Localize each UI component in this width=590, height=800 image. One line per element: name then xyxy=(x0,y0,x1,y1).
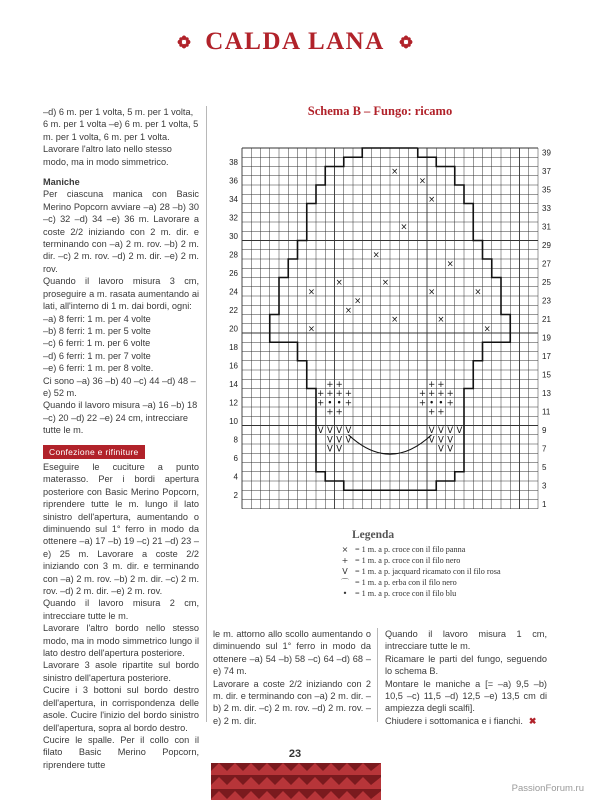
section-heading-confezione: Confezione e rifiniture xyxy=(43,445,145,459)
paragraph: Quando il lavoro misura 2 cm, intrecciare tutte le m. xyxy=(43,598,199,621)
plus-stitch-mark: + xyxy=(446,398,454,409)
plus-stitch-mark: + xyxy=(326,407,334,418)
list-item: –d) 6 ferri: 1 m. per 7 volte xyxy=(43,350,151,361)
paragraph: Quando il lavoro misura –a) 16 –b) 18 –c) 20 –d) 22 –e) 24 cm, intrecciare tutte le m. xyxy=(43,400,198,436)
column-divider xyxy=(206,106,207,722)
paragraph: Lavorare l'altro bordo nello stesso modo, ma in modo simmetrico lungo il lato destro dell'apertura posteriore. xyxy=(43,623,199,659)
row-label: 33 xyxy=(542,204,551,214)
column-left xyxy=(43,106,199,771)
plus-stitch-mark: + xyxy=(335,379,343,390)
row-label: 37 xyxy=(542,167,551,177)
row-label: 31 xyxy=(542,222,551,232)
plus-stitch-mark: + xyxy=(335,407,343,418)
v-stitch-mark: V xyxy=(326,426,333,437)
cross-stitch-mark: × xyxy=(428,194,436,205)
row-label: 22 xyxy=(229,305,238,315)
legend xyxy=(335,544,501,599)
cross-stitch-mark: × xyxy=(391,167,399,178)
paragraph: Cucire i 3 bottoni sul bordo destro dell'apertura, in corrispondenza delle asole. Cucire l'inizio del bordo sinistro dell'apertura, sopra al bordo destro. xyxy=(43,685,199,733)
dot-stitch-mark: • xyxy=(438,398,444,409)
flower-ornament-icon xyxy=(399,35,413,49)
plus-stitch-mark: + xyxy=(437,407,445,418)
plus-stitch-mark: + xyxy=(437,379,445,390)
dot-stitch-mark: • xyxy=(336,398,342,409)
cross-stitch-mark: × xyxy=(335,278,343,289)
row-label: 19 xyxy=(542,333,551,343)
row-label: 1 xyxy=(542,500,547,510)
cross-stitch-endmark-icon: ✖ xyxy=(528,715,537,726)
plus-stitch-mark: + xyxy=(317,389,325,400)
plus-stitch-mark: + xyxy=(326,389,334,400)
row-label: 8 xyxy=(233,435,238,445)
legend-title: Legenda xyxy=(352,529,395,541)
schema-title: Schema B – Fungo: ricamo xyxy=(307,104,453,118)
paragraph: le m. attorno allo scollo aumentando o diminuendo sul 1° ferro in modo da ottenere –a) 54 –b) 58 –c) 64 –d) 68 –e) 74 m. xyxy=(213,629,371,677)
cross-stitch-mark: × xyxy=(381,278,389,289)
v-stitch-mark: V xyxy=(317,426,324,437)
list-item: –b) 8 ferri: 1 m. per 5 volte xyxy=(43,325,151,336)
legend-item: • = 1 m. a p. croce con il filo blu xyxy=(335,588,501,599)
v-stitch-mark: V xyxy=(336,426,343,437)
plus-stitch-mark: + xyxy=(344,389,352,400)
paragraph: Quando il lavoro misura 1 cm, intrecciare tutte le m. xyxy=(385,629,547,652)
paragraph: Cucire le spalle. Per il collo con il filato Basic Merino Popcorn, riprendere tutte xyxy=(43,734,199,770)
v-stitch-mark: V xyxy=(336,444,343,455)
plus-stitch-mark: + xyxy=(428,407,436,418)
plus-stitch-mark: + xyxy=(428,379,436,390)
row-label: 16 xyxy=(229,361,238,371)
cross-stitch-mark: × xyxy=(391,315,399,326)
paragraph: Eseguire le cuciture a punto materasso. Per i bordi apertura posteriore con Basic Merino Popcorn, riprendere tutte le m. lungo il lato sinistro dell'apertura, aumentando o diminuendo sul 1° ferro in modo da ottenere –a) 17 –b) 19 –c) 21 –d) 23 –e) 25 m. Lavorare a coste 2/2 iniziando con 3 m. dir. e terminando con –a) 2 m. rov. –b) 2 m. dir. –c) 2 m. rov. –d) 2 m. dir. –e) 2 m. rov. xyxy=(43,461,199,597)
row-label: 2 xyxy=(233,490,238,500)
v-stitch-mark: V xyxy=(447,426,454,437)
plus-stitch-mark: + xyxy=(335,389,343,400)
cross-stitch-mark: × xyxy=(372,250,380,261)
embroidery-chart xyxy=(220,140,550,520)
list-item: –a) 8 ferri: 1 m. per 4 volte xyxy=(43,313,151,324)
row-label: 39 xyxy=(542,148,551,158)
row-label: 15 xyxy=(542,370,551,380)
column-right xyxy=(385,628,547,727)
paragraph: Lavorare 3 asole ripartite sul bordo sinistro dell'apertura posteriore. xyxy=(43,660,199,683)
list-item: –c) 6 ferri: 1 m. per 6 volte xyxy=(43,338,151,349)
v-stitch-mark: V xyxy=(428,426,435,437)
paragraph: Montare le maniche a [= –a) 9,5 –b) 10,5 –c) 11,5 –d) 12,5 –e) 13,5 cm di ampiezza degli scalfi]. xyxy=(385,678,547,714)
paragraph: Quando il lavoro misura 3 cm, proseguire a m. rasata aumentando ai lati, all'interno di 1 m. dai bordi, ogni: xyxy=(43,276,199,312)
plus-stitch-mark: + xyxy=(326,379,334,390)
plus-stitch-mark: + xyxy=(446,389,454,400)
row-label: 18 xyxy=(229,342,238,352)
row-label: 4 xyxy=(233,472,238,482)
cross-stitch-mark: × xyxy=(483,324,491,335)
column-divider xyxy=(377,628,378,722)
row-label: 26 xyxy=(229,268,238,278)
row-label: 29 xyxy=(542,241,551,251)
row-label: 10 xyxy=(229,416,238,426)
v-stitch-mark: V xyxy=(326,444,333,455)
paragraph: Chiudere i sottomanica e i fianchi. ✖ xyxy=(385,715,537,726)
row-label: 5 xyxy=(542,463,547,473)
arc-symbol-icon: ⌒ xyxy=(341,578,349,587)
row-label: 6 xyxy=(233,453,238,463)
row-label: 35 xyxy=(542,185,551,195)
v-stitch-mark: V xyxy=(428,435,435,446)
dot-stitch-mark: • xyxy=(327,398,333,409)
v-stitch-mark: V xyxy=(345,426,352,437)
legend-item: + = 1 m. a p. croce con il filo nero xyxy=(335,555,501,566)
cross-stitch-mark: × xyxy=(474,287,482,298)
cross-stitch-mark: × xyxy=(418,176,426,187)
paragraph: Lavorare a coste 2/2 iniziando con 2 m. dir. e terminando con –a) 2 m. dir. –b) 2 m. dir. –c) 2 m. rov. –d) 2 m. rov. –e) 2 m. dir. xyxy=(213,678,371,726)
row-label: 3 xyxy=(542,481,547,491)
v-stitch-mark: V xyxy=(326,435,333,446)
row-label: 36 xyxy=(229,176,238,186)
knit-texture-band xyxy=(211,763,381,800)
flower-ornament-icon xyxy=(177,35,191,49)
plus-stitch-mark: + xyxy=(344,398,352,409)
row-label: 23 xyxy=(542,296,551,306)
plus-stitch-mark: + xyxy=(418,389,426,400)
row-label: 17 xyxy=(542,352,551,362)
v-stitch-mark: V xyxy=(456,426,463,437)
legend-item: × = 1 m. a p. croce con il filo panna xyxy=(335,544,501,555)
row-label: 21 xyxy=(542,315,551,325)
v-stitch-mark: V xyxy=(437,435,444,446)
row-label: 25 xyxy=(542,278,551,288)
magazine-title: CALDA LANA xyxy=(205,28,385,55)
cross-stitch-mark: × xyxy=(307,287,315,298)
page-number: 23 xyxy=(288,748,302,760)
row-label: 13 xyxy=(542,389,551,399)
dot-symbol-icon: • xyxy=(342,589,348,598)
row-label: 24 xyxy=(229,287,238,297)
v-symbol-icon: V xyxy=(342,567,348,576)
cross-stitch-mark: × xyxy=(307,324,315,335)
page-header xyxy=(0,28,590,56)
row-label: 14 xyxy=(229,379,238,389)
paragraph: Per ciascuna manica con Basic Merino Popcorn avviare –a) 28 –b) 30 –c) 32 –d) 34 –e) 36 m. Lavorare a coste 2/2 iniziando con 2 m. dir. e terminando con –a) 2 m. rov. –b) 2 m. dir. –c) 2 m. rov. –d) 2 m. dir. –e) 2 m. rov. xyxy=(43,189,199,274)
section-heading-maniche: Maniche xyxy=(43,177,80,188)
cross-stitch-mark: × xyxy=(437,315,445,326)
list-item: –e) 6 ferri: 1 m. per 8 volte. xyxy=(43,363,154,374)
legend-item: V = 1 m. a p. jacquard ricamato con il filo rosa xyxy=(335,566,501,577)
row-label: 11 xyxy=(542,407,551,417)
paragraph: Ricamare le parti del fungo, seguendo lo schema B. xyxy=(385,653,547,677)
v-stitch-mark: V xyxy=(345,435,352,446)
v-stitch-mark: V xyxy=(447,435,454,446)
dot-stitch-mark: • xyxy=(429,398,435,409)
plus-stitch-mark: + xyxy=(428,389,436,400)
watermark: PassionForum.ru xyxy=(511,783,584,794)
row-label: 9 xyxy=(542,426,547,436)
plus-stitch-mark: + xyxy=(437,389,445,400)
row-label: 30 xyxy=(229,231,238,241)
cross-stitch-mark: × xyxy=(428,287,436,298)
cross-symbol-icon: × xyxy=(341,545,349,554)
cross-stitch-mark: × xyxy=(400,222,408,233)
column-middle xyxy=(213,628,371,727)
row-label: 12 xyxy=(229,398,238,408)
v-stitch-mark: V xyxy=(447,444,454,455)
row-label: 7 xyxy=(542,444,547,454)
paragraph: –d) 6 m. per 1 volta, 5 m. per 1 volta, 6 m. per 1 volta –e) 6 m. per 1 volta, 5 m. per 1 volta, 6 m. per 1 volta. Lavorare l'altro lato nello stesso modo, ma in modo simmetrico. xyxy=(43,107,199,167)
cross-stitch-mark: × xyxy=(446,259,454,270)
row-label: 32 xyxy=(229,213,238,223)
v-stitch-mark: V xyxy=(437,426,444,437)
legend-item: ⌒ = 1 m. a p. erba con il filo nero xyxy=(335,577,501,588)
paragraph: Ci sono –a) 36 –b) 40 –c) 44 –d) 48 –e) 52 m. xyxy=(43,375,196,398)
row-label: 34 xyxy=(229,194,238,204)
row-label: 28 xyxy=(229,250,238,260)
cross-stitch-mark: × xyxy=(344,305,352,316)
plus-symbol-icon: + xyxy=(341,556,349,565)
plus-stitch-mark: + xyxy=(317,398,325,409)
row-label: 20 xyxy=(229,324,238,334)
v-stitch-mark: V xyxy=(437,444,444,455)
v-stitch-mark: V xyxy=(336,435,343,446)
row-label: 27 xyxy=(542,259,551,269)
row-label: 38 xyxy=(229,157,238,167)
cross-stitch-mark: × xyxy=(354,296,362,307)
plus-stitch-mark: + xyxy=(418,398,426,409)
